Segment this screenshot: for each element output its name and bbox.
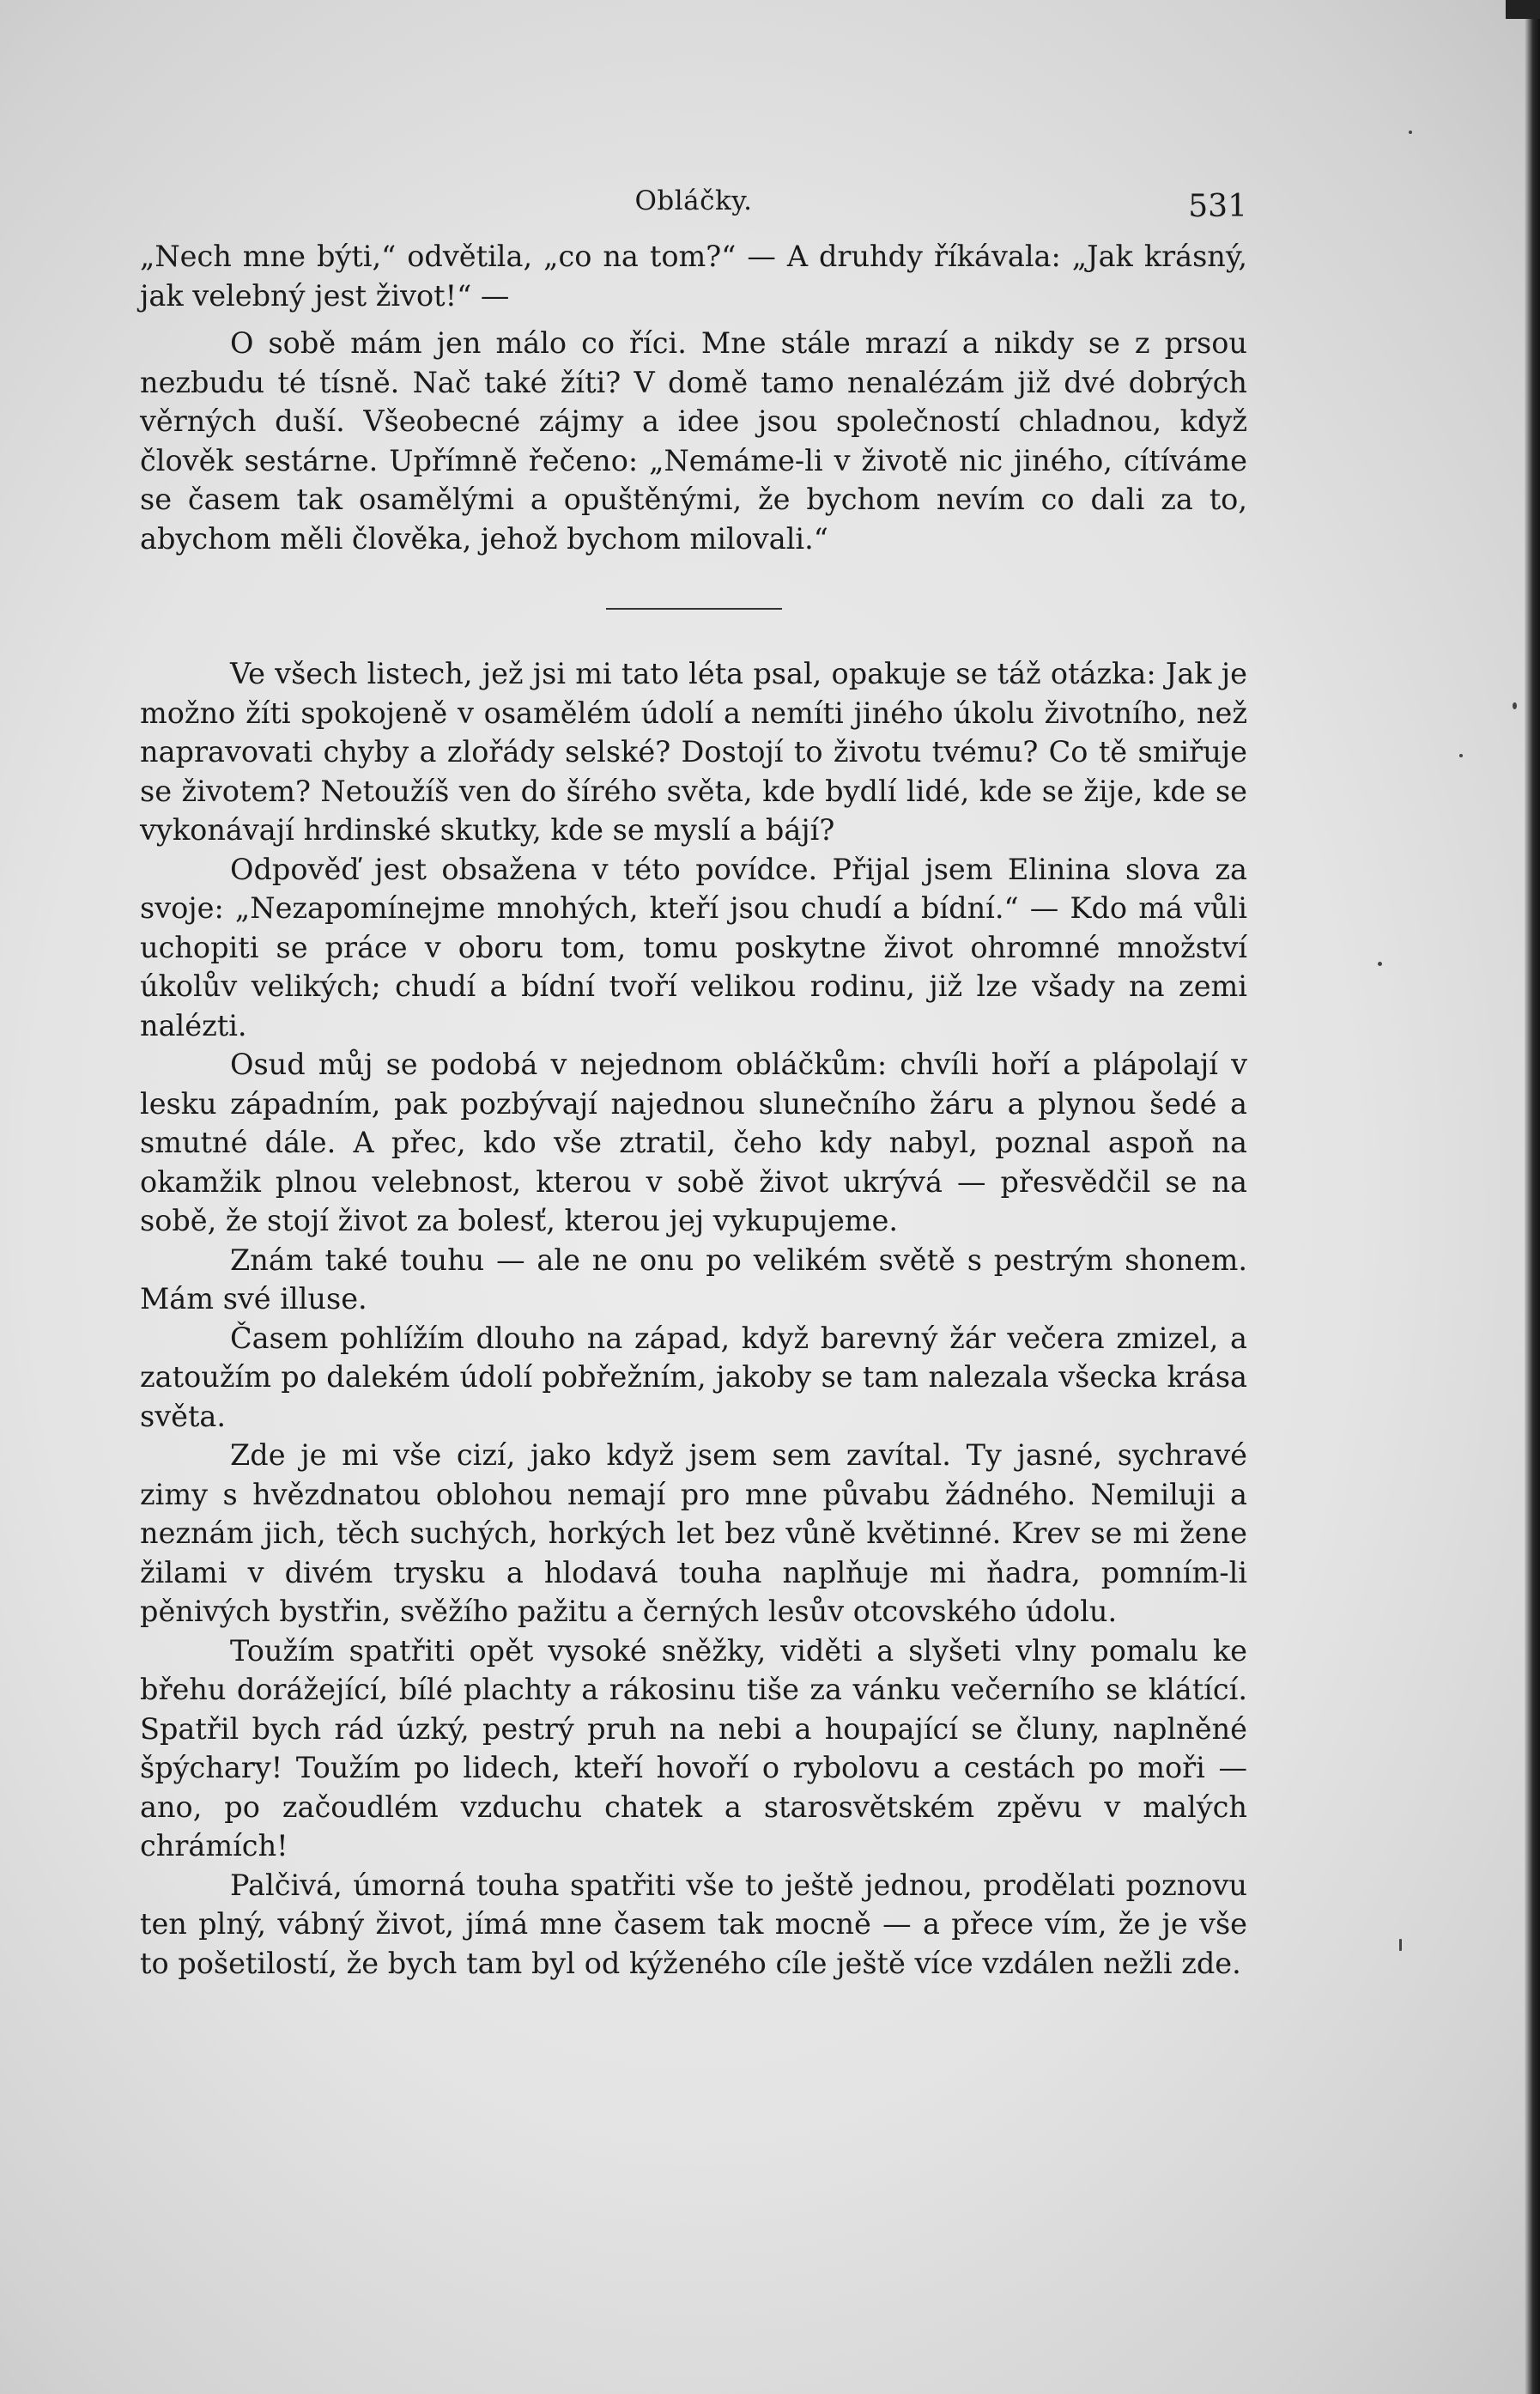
running-title: Obláčky.	[634, 185, 753, 216]
dust-speck	[1399, 1939, 1402, 1951]
paragraph: Odpověď jest obsažena v této povídce. Přijal jsem Elinina slova za svoje: „Nezapomínejme mnohých, kteří jsou chudí a bídní.“ — Kdo má vůli uchopiti se práce v oboru tom, tomu poskytne život ohromné množství úkolův velikých; chudí a bídní tvoří velikou rodinu, již lze všady na zemi nalézti.	[140, 852, 1247, 1042]
paragraph: O sobě mám jen málo co říci. Mne stále mrazí a nikdy se z prsou nezbudu té tísně. Nač také žíti? V domě tamo nenalézám již dvé dobrých věrných duší. Všeobecné zájmy a idee jsou společností chladnou, když člověk sestárne. Upřímně řečeno: „Nemáme-li v životě nic jiného, cítíváme se časem tak osamělými a opuštěnými, že bychom nevím co dali za to, abychom měli člověka, jehož bychom milovali.“	[140, 326, 1247, 556]
dust-speck	[1378, 962, 1382, 966]
section-separator-rule	[606, 608, 782, 610]
dust-speck	[1409, 131, 1412, 134]
page-header	[140, 185, 1247, 237]
paragraph: Časem pohlížím dlouho na západ, když barevný žár večera zmizel, a zatoužím po dalekém údolí pobřežním, jakoby se tam nalezala všecka krása světa.	[140, 1321, 1247, 1433]
dust-speck	[1513, 702, 1517, 709]
paragraph: Zde je mi vše cizí, jako když jsem sem zavítal. Ty jasné, sychravé zimy s hvězdnatou oblohou nemají pro mne půvabu žádného. Nemiluji a neznám jich, těch suchých, horkých let bez vůně květinné. Krev se mi žene žilami v divém trysku a hlodavá touha naplňuje mi ňadra, pomním-li pěnivých bystřin, svěžího pažitu a černých lesův otcovského údolu.	[140, 1438, 1247, 1628]
paragraph: „Nech mne býti,“ odvětila, „co na tom?“ — A druhdy říkávala: „Jak krásný, jak velebný jest život!“ —	[140, 240, 1247, 313]
paragraph: Znám také touhu — ale ne onu po velikém světě s pestrým shonem. Mám své illuse.	[140, 1243, 1247, 1315]
scan-corner-shadow	[1506, 0, 1540, 19]
paragraph: Ve všech listech, jež jsi mi tato léta psal, opakuje se táž otázka: Jak je možno žíti spokojeně v osamělém údolí a nemíti jiného úkolu životního, než napravovati chyby a zlořády selské? Dostojí to životu tvému? Co tě smiřuje se životem? Netoužíš ven do šírého světa, kde bydlí lidé, kde se žije, kde se vykonávají hrdinské skutky, kde se myslí a bájí?	[140, 657, 1247, 847]
dust-speck	[1459, 754, 1463, 757]
paragraph: Palčivá, úmorná touha spatřiti vše to ještě jednou, prodělati poznovu ten plný, vábný život, jímá mne časem tak mocně — a přece vím, že je vše to pošetilostí, že bych tam byl od kýženého cíle ještě více vzdálen nežli zde.	[140, 1868, 1247, 1980]
paragraph: Toužím spatřiti opět vysoké sněžky, viděti a slyšeti vlny pomalu ke břehu dorážející, bílé plachty a rákosinu tiše za vánku večerního se klátící. Spatřil bych rád úzký, pestrý pruh na nebi a houpající se čluny, naplněné špýchary! Toužím po lidech, kteří hovoří o rybolovu a cestách po moři — ano, po začoudlém vzduchu chatek a starosvětském zpěvu v malých chrámích!	[140, 1633, 1247, 1862]
section-one	[140, 237, 1247, 558]
section-two	[140, 654, 1247, 1983]
binding-edge	[1525, 0, 1540, 2394]
page-number: 531	[1188, 189, 1247, 224]
book-page	[140, 185, 1247, 1983]
paragraph: Osud můj se podobá v nejednom obláčkům: chvíli hoří a plápolají v lesku západním, pak pozbývají najednou slunečního žáru a plynou šedé a smutné dále. A přec, kdo vše ztratil, čeho kdy nabyl, poznal aspoň na okamžik plnou velebnost, kterou v sobě život ukrývá — přesvědčil se na sobě, že stojí život za bolesť, kterou jej vykupujeme.	[140, 1048, 1247, 1237]
